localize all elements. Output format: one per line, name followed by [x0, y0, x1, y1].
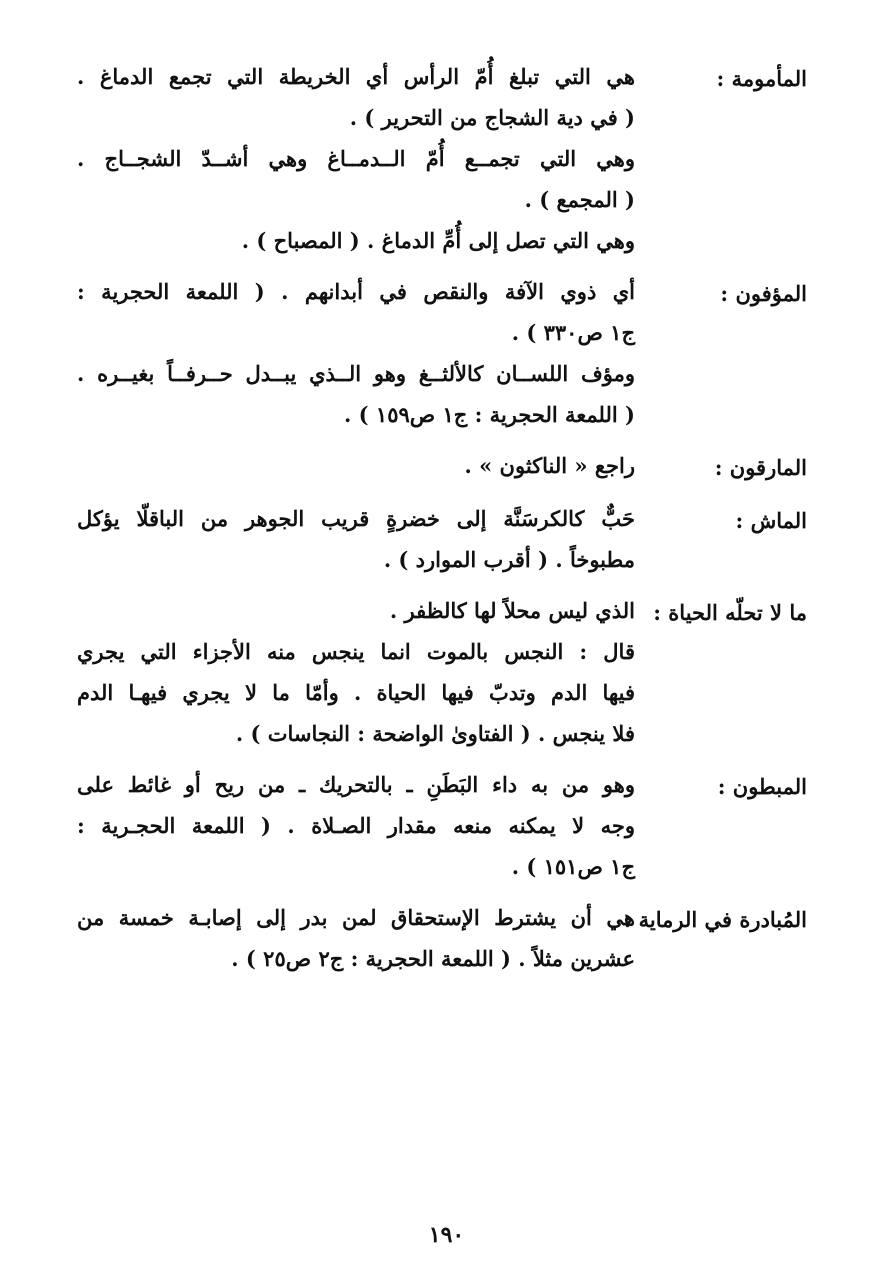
- definition-line: ( المجمع ) .: [524, 187, 635, 212]
- definition-line: قال : النجس بالموت انما ينجس منه الأجزاء التي يجري: [77, 639, 635, 664]
- entry-mariqun: [77, 445, 807, 488]
- entry-definition: [77, 56, 635, 261]
- entry-term: ما لا تحلّه الحياة :: [653, 600, 807, 625]
- definition-line: وهي التي تجمــع أُمّ الــدمــاغ وهي أشــدّ الشجــاج .: [77, 146, 635, 171]
- page-number: ١٩٠: [428, 1222, 465, 1248]
- definition-line: ( اللمعة الحجرية : ج١ ص١٥٩ ) .: [344, 402, 635, 427]
- definition-line: عشرين مثلاً . ( اللمعة الحجرية : ج٢ ص٢٥ ) .: [231, 946, 635, 971]
- definition-line: فيها الدم وتدبّ فيها الحياة . وأمّا ما لا يجري فيهـا الدم: [77, 680, 635, 705]
- glossary-entries: [77, 56, 807, 989]
- entry-term: المارقون :: [714, 455, 807, 480]
- definition-line: ومؤف اللســان كالألثــغ وهو الــذي يبــدل حــرفــاً بغيــره .: [77, 361, 635, 386]
- definition-line: هي أن يشترط الإستحقاق لمن بدر إلى إصابـة خمسة من: [77, 905, 635, 930]
- definition-line: ج١ ص٣٣٠ ) .: [511, 320, 635, 345]
- definition-line: مطبوخاً . ( أقرب الموارد ) .: [383, 547, 635, 572]
- entry-definition: [77, 590, 635, 754]
- entry-term: المُبادرة في الرماية :: [623, 907, 807, 932]
- definition-line: ( في دية الشجاج من التحرير ) .: [349, 105, 635, 130]
- entry-term: المؤفون :: [720, 281, 807, 306]
- entry-definition: [77, 271, 635, 435]
- definition-line: فلا ينجس . ( الفتاوىٰ الواضحة : النجاسات ) .: [235, 721, 635, 746]
- definition-line: وهي التي تصل إلى أُمِّ الدماغ . ( المصباح ) .: [241, 228, 635, 253]
- entry-term: المأمومة :: [716, 66, 807, 91]
- entry-definition: [77, 445, 635, 486]
- entry-mash: [77, 498, 807, 580]
- definition-line: راجع « الناكثون » .: [464, 453, 635, 478]
- definition-line: أي ذوي الآفة والنقص في أبدانهم . ( اللمعة الحجرية :: [77, 279, 635, 304]
- entry-mabtun: [77, 764, 807, 887]
- entry-ma-la-tahilluhu-al-hayat: [77, 590, 807, 754]
- entry-definition: [77, 764, 635, 887]
- entry-muafun: [77, 271, 807, 435]
- entry-mubadara-fi-al-rimaya: [77, 897, 807, 979]
- entry-term: المبطون :: [717, 774, 807, 799]
- entry-definition: [77, 897, 635, 979]
- entry-definition: [77, 498, 635, 580]
- definition-line: ج١ ص١٥١ ) .: [511, 854, 635, 879]
- definition-line: الذي ليس محلاً لها كالظفر .: [389, 598, 635, 623]
- definition-line: حَبٌّ كالكرسَنَّة إلى خضرةٍ قريب الجوهر من الباقلّا يؤكل: [77, 506, 635, 531]
- entry-mamuma: [77, 56, 807, 261]
- definition-line: هي التي تبلغ أُمّ الرأس أي الخريطة التي تجمع الدماغ .: [77, 64, 635, 89]
- entry-term: الماش :: [735, 508, 807, 533]
- definition-line: وهو من به داء البَطَنِ ـ بالتحريك ـ من ريح أو غائط على: [77, 772, 635, 797]
- definition-line: وجه لا يمكنه منعه مقدار الصـلاة . ( اللمعة الحجـرية :: [77, 813, 635, 838]
